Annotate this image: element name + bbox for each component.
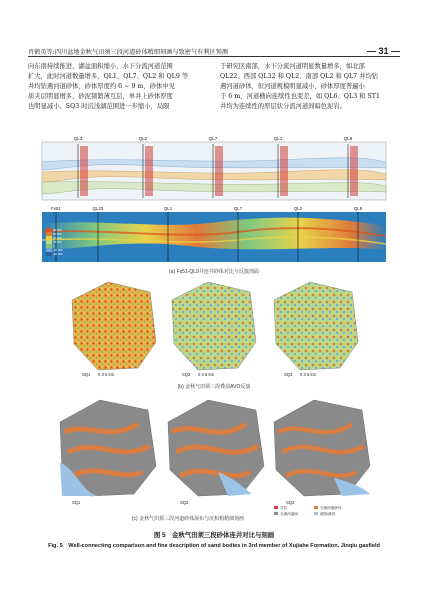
legend-value: 0 [53,244,55,248]
line: 井均为连续性的厚层状分流河道间暗色泥岩。 [220,103,346,111]
well-label: QL3 [73,136,83,141]
page-number: — 31 — [366,46,400,56]
well-label: QL9 [353,206,363,211]
running-header [28,42,400,57]
line: 于研究区南部，水下分流河道明显数量增多，如北部 [220,63,365,70]
avo-maps [72,282,358,377]
figure-graphic [38,132,390,524]
scale-label: 0 3 6 km [198,372,215,377]
running-title: 肖鹤英等:四川盆地金秋气田须三段河道砂体精细刻画与致密气有利区预测 [28,49,229,56]
well-label: QL9 [343,136,353,141]
left-column [28,62,208,116]
panel-b-caption: (b) 金秋气田须三段叠前AVO反演 [177,384,251,390]
legend-value: 20 000 [53,240,62,244]
body-text [28,62,400,116]
facies-legend [274,505,342,516]
impedance-legend [46,228,63,256]
legend-value: 60 000 [53,232,62,236]
sq-label: SQ1 [72,500,81,505]
panel-a-caption: (a) Fx51-QL9井连井砂体对比与反演剖面 [169,269,259,275]
figure-caption-cn: 图 5 金秋气田须三段砂体连井对比与刻画 [153,532,275,539]
line: 遇河道砂体，但河道规模明显减小，砂体厚度普遍小 [220,83,365,91]
well-label: QL7 [208,136,218,141]
line: 也明显减小。SQ3 时沉浅湖范围进一步缩小，局限 [28,103,170,111]
inversion-section [42,206,386,262]
legend-value: -40 000 [53,252,63,256]
line: 向东南持续推进，湖盆面积缩小，水下分流河道范围 [28,63,173,70]
line: 井均钻遇河道砂体，砂体厚度约 6 ~ 9 m，砂体中见 [28,83,175,91]
line: 于 6 m，河道横向连续性也变差，如 QL6、QL3 和 ST1 [220,93,380,101]
well-label: QL23 [92,206,104,211]
well-label: QL7 [233,206,243,211]
well-label: QL2 [293,206,303,211]
well-label: QL1 [273,136,283,141]
legend-value: -20 000 [53,248,63,252]
line: QL22、西部 QL32 和 QL2、南部 QL2 和 QL7 井均钻 [220,73,379,81]
legend-item: 分流河道间 [280,512,298,516]
well-label: QL2 [138,136,148,141]
figure-5 [38,132,390,524]
scale-label: 0 3 6 km [98,372,115,377]
correlation-section [42,136,386,200]
right-column [220,62,400,116]
scale-label: 0 3 6 km [300,372,317,377]
sq-label: SQ3 [284,372,293,377]
legend-item: 井位 [280,506,288,510]
panel-c-caption: (c) 金秋气田须三段河道砂体展布与沉积相精细刻画 [131,516,245,522]
sq-label: SQ2 [182,372,191,377]
line: 质夹层明显增多，砂泥频繁薄互层，单井上砂体厚度 [28,93,173,101]
facies-maps [60,400,370,516]
legend-item: 分流河道砂体 [320,506,342,510]
well-label: QL1 [163,206,173,211]
legend-item: 湖泊/滩坝 [320,512,336,516]
well-label: Fx51 [51,206,61,211]
sq-label: SQ1 [82,372,91,377]
sq-label: SQ2 [180,500,189,505]
legend-value: 40 000 [53,236,62,240]
line: 扩大，此时河道数量增多，QL1、QL7、QL2 和 QL9 等 [28,73,189,81]
figure-caption-en: Fig. 5 Well-connecting comparison and fine description of sand bodies in 3rd member of Xujiahe Formation, Jinqiu gasfield [48,543,380,549]
sq-label: SQ3 [286,500,295,505]
legend-value: 80 000 [53,228,62,232]
